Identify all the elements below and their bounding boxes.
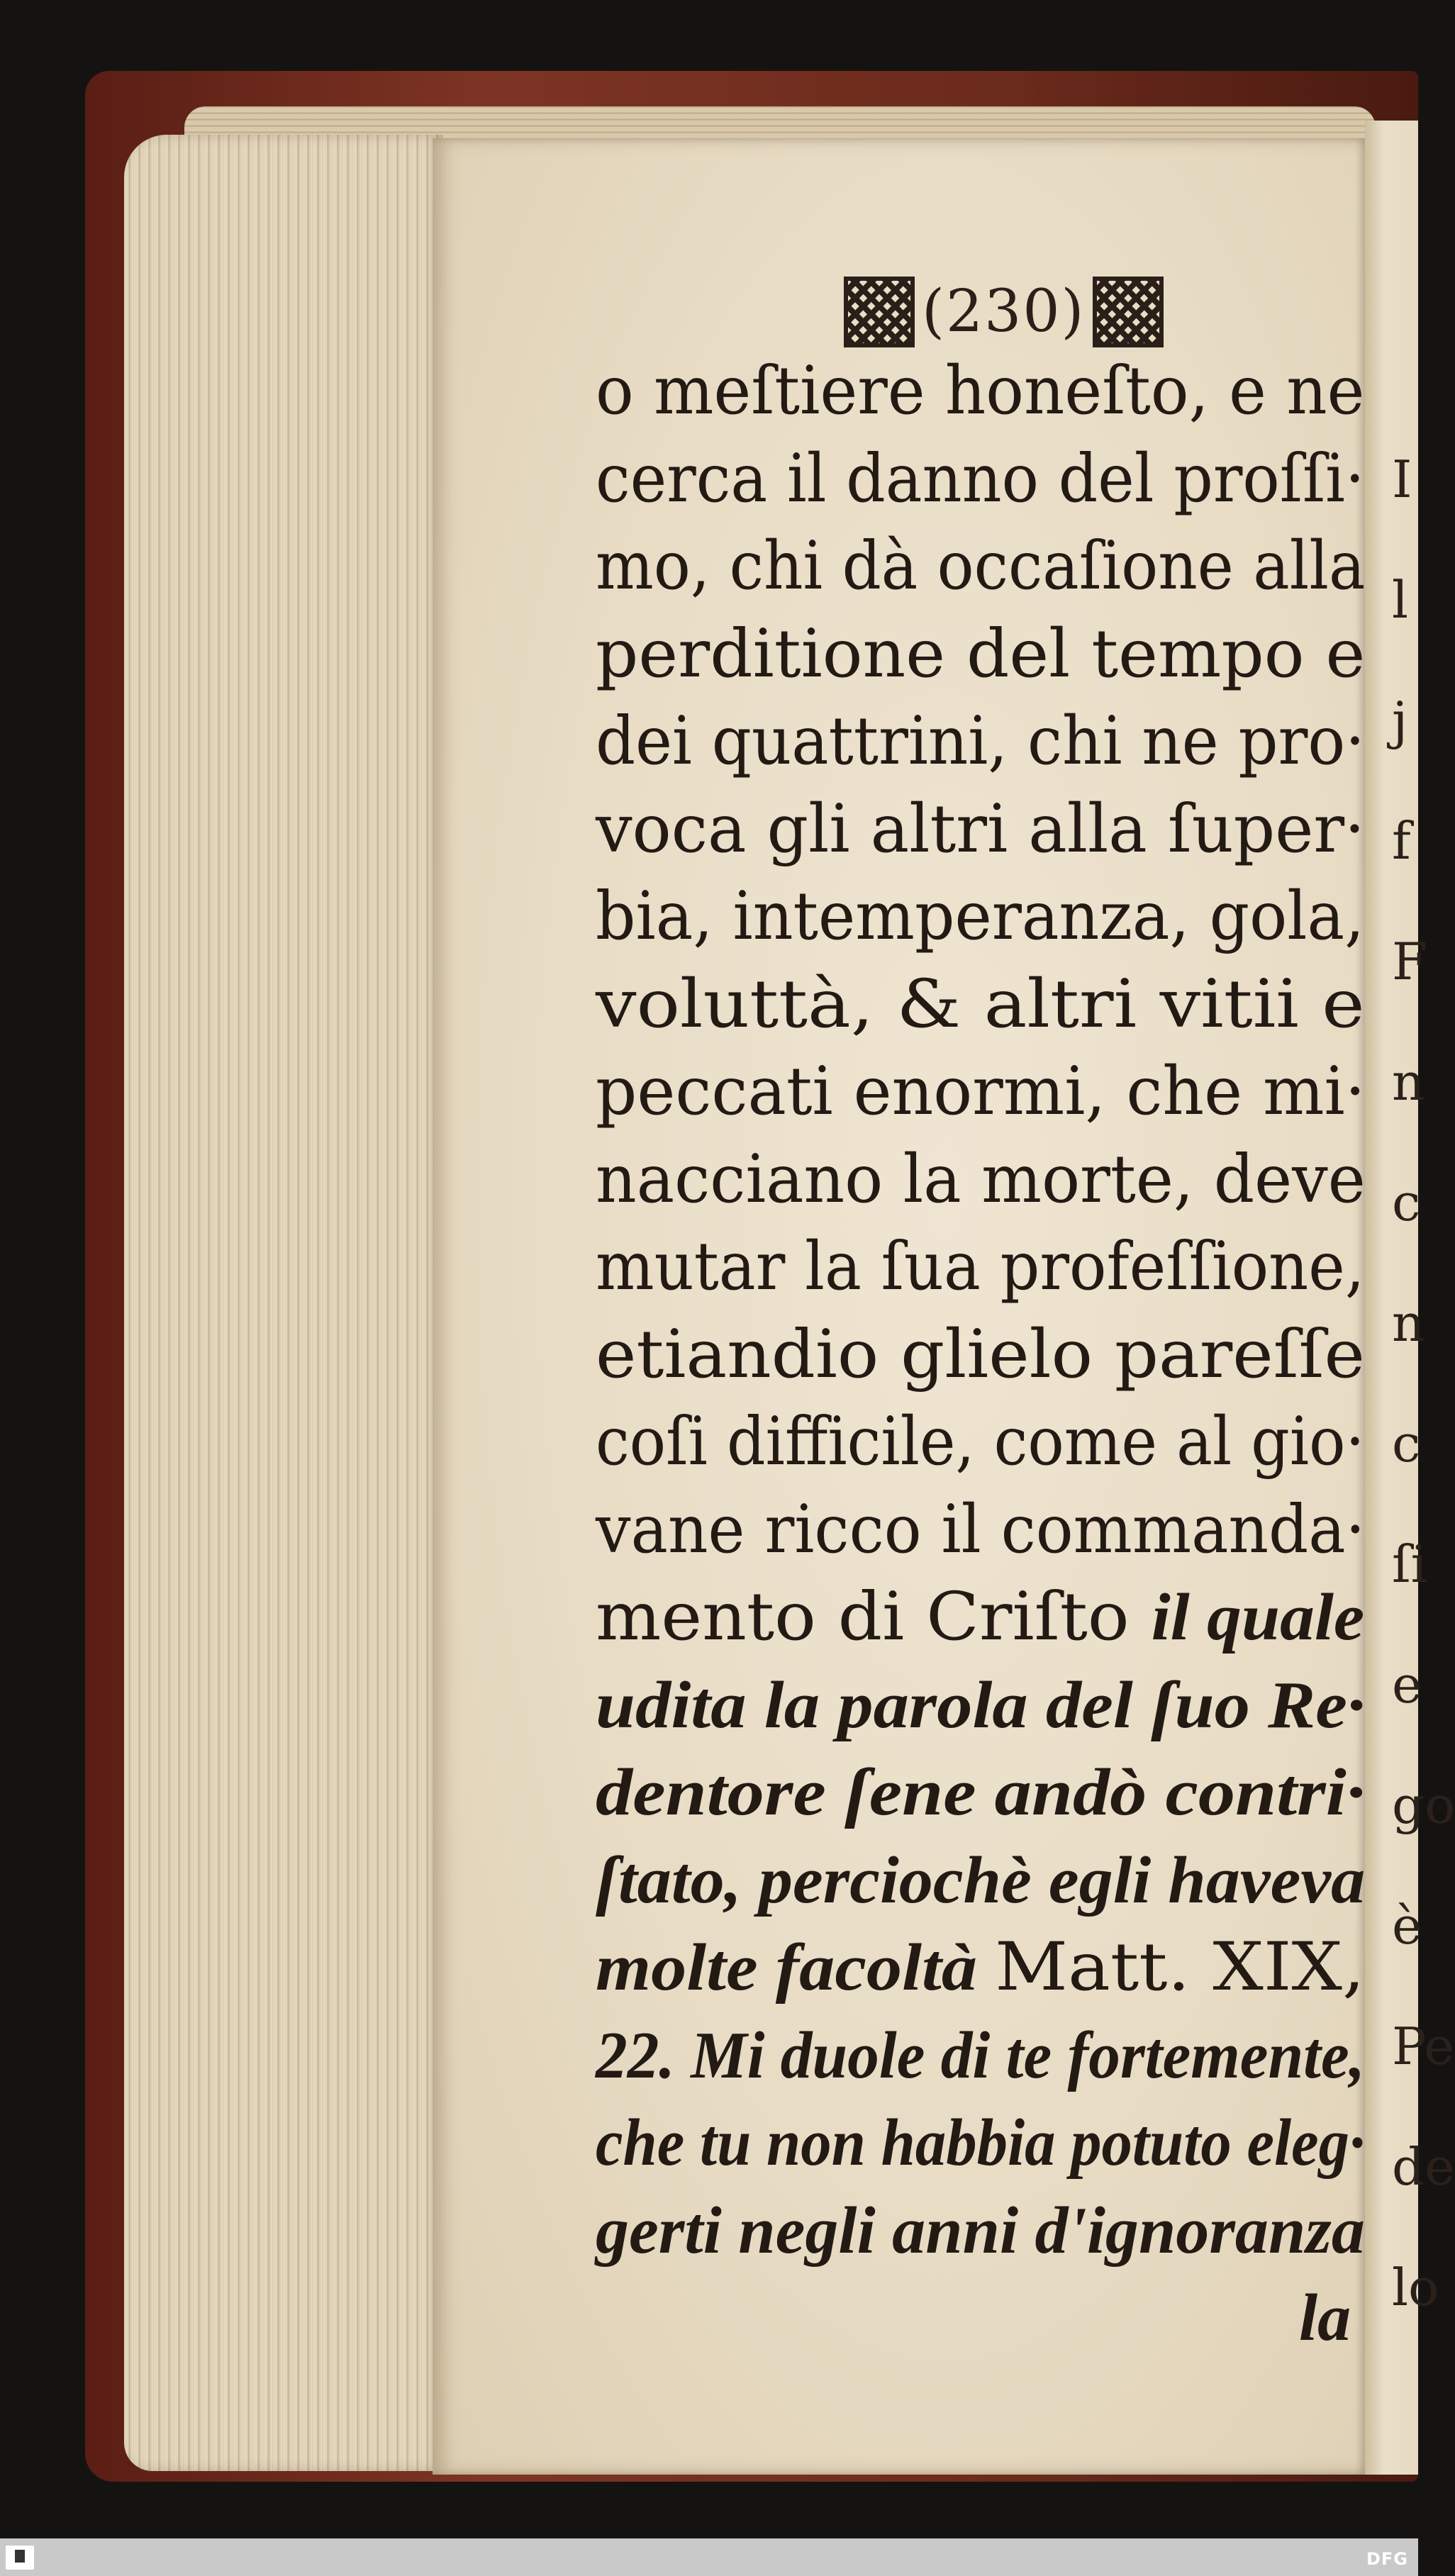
text-line: gerti negli anni d'ignoranza bbox=[596, 2193, 1365, 2268]
next-page-fragment: f bbox=[1392, 811, 1411, 871]
library-logo-icon bbox=[6, 2546, 34, 2570]
next-page-fragment: ſi bbox=[1392, 1534, 1427, 1594]
ornament-icon bbox=[1093, 277, 1164, 347]
dfg-logo: DFG bbox=[1366, 2549, 1408, 2569]
text-line: 22. Mi duole di te fortemente, bbox=[596, 2018, 1366, 2092]
text-line: voca gli altri alla ſuper· bbox=[596, 790, 1366, 868]
next-page-fragment: F bbox=[1392, 932, 1427, 991]
text-line: o meſtiere honeſto, e ne bbox=[596, 352, 1365, 430]
next-page-fragment: c bbox=[1392, 1173, 1421, 1232]
text-line: dentore ſene andò contri· bbox=[596, 1756, 1365, 1829]
page-number: (230) bbox=[922, 278, 1086, 345]
next-page-fragment: l bbox=[1392, 570, 1409, 630]
next-page-text bbox=[1386, 0, 1455, 2576]
text-line: cerca il danno del proſſi· bbox=[596, 440, 1365, 518]
next-page-fragment: c bbox=[1392, 1414, 1421, 1473]
text-line: coſi difficile, come al gio· bbox=[596, 1403, 1365, 1481]
next-page-fragment: è bbox=[1392, 1896, 1422, 1956]
next-page-fragment: n bbox=[1392, 1293, 1425, 1353]
viewer-footer bbox=[0, 2538, 1418, 2576]
next-page-fragment: de bbox=[1392, 2137, 1455, 2197]
text-line: udita la parola del ſuo Re· bbox=[596, 1668, 1366, 1742]
text-line: nacciano la morte, deve bbox=[596, 1140, 1366, 1218]
next-page-fragment: lo bbox=[1392, 2258, 1439, 2317]
text-line: la bbox=[1299, 2281, 1351, 2355]
next-page-fragment: go bbox=[1392, 1775, 1455, 1835]
text-line: perditione del tempo e bbox=[596, 615, 1366, 693]
next-page-fragment: Pe bbox=[1392, 2017, 1454, 2076]
text-line: peccati enormi, che mi· bbox=[596, 1053, 1366, 1130]
ornament-icon bbox=[844, 277, 915, 347]
page-header bbox=[844, 273, 1164, 351]
text-line: voluttà, & altri vitii e bbox=[596, 965, 1365, 1043]
text-line: bia, intemperanza, gola, bbox=[596, 878, 1365, 955]
text-line: molte facoltà Matt. XIX, bbox=[596, 1929, 1365, 2006]
page-edges bbox=[124, 135, 443, 2471]
text-line: mo, chi dà occaſione alla bbox=[596, 528, 1366, 605]
next-page-fragment: j bbox=[1392, 691, 1408, 750]
text-line: mento di Criſto il quale bbox=[596, 1578, 1365, 1656]
next-page-fragment: n bbox=[1392, 1052, 1425, 1112]
text-line: che tu non habbia potuto eleg· bbox=[596, 2106, 1365, 2180]
text-line: mutar la ſua profeſſione, bbox=[596, 1228, 1365, 1305]
text-line: dei quattrini, chi ne pro· bbox=[596, 703, 1366, 780]
text-line: ſtato, perciochè egli haveva bbox=[596, 1843, 1366, 1917]
text-line: vane ricco il commanda· bbox=[596, 1490, 1366, 1568]
text-line: etiandio glielo pareſſe bbox=[596, 1315, 1365, 1393]
next-page-fragment: e bbox=[1392, 1655, 1422, 1714]
next-page-fragment: I bbox=[1392, 450, 1412, 509]
